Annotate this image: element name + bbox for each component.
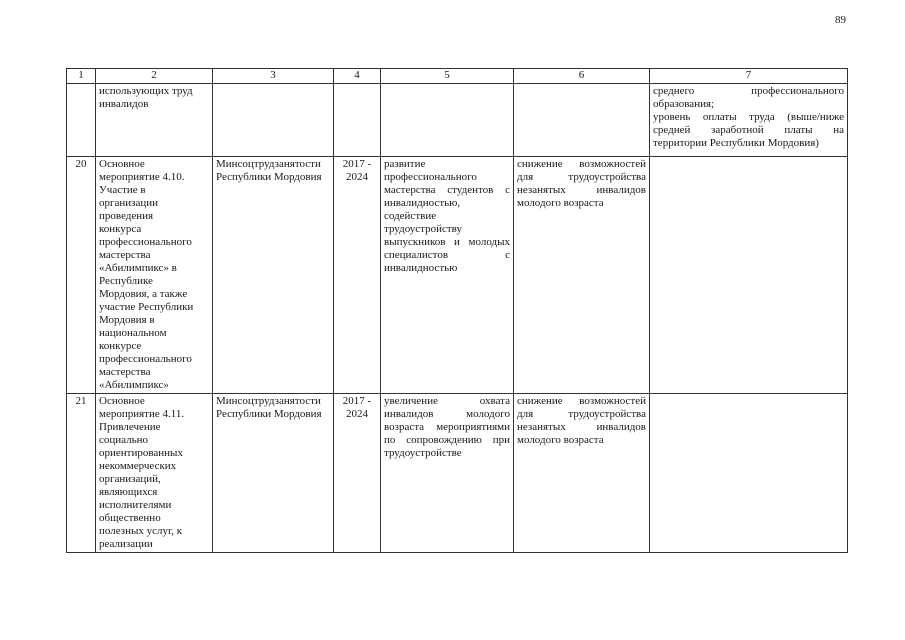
cell-consequence xyxy=(514,84,650,157)
cell-period: 2017 - 2024 xyxy=(334,394,381,553)
col-header-1: 1 xyxy=(67,69,96,84)
cell-executor xyxy=(213,84,334,157)
col-header-2: 2 xyxy=(96,69,213,84)
page-number: 89 xyxy=(835,14,846,26)
table-row-continuation xyxy=(67,84,848,157)
cell-executor: Минсоцтрудзанятости Республики Мордовия xyxy=(213,394,334,553)
cell-period: 2017 - 2024 xyxy=(334,157,381,394)
cell-executor: Минсоцтрудзанятости Республики Мордовия xyxy=(213,157,334,394)
program-table xyxy=(66,68,848,553)
col-header-6: 6 xyxy=(514,69,650,84)
cell-activity: Основное мероприятие 4.10. Участие в организации проведения конкурса профессионального мастерства «Абилимпикс» в Республике Мордовия, а также участие Республики Мордовия в национальном конкурсе профессионального мастерства «Абилимпикс» xyxy=(96,157,213,394)
col-header-4: 4 xyxy=(334,69,381,84)
cell-consequence: снижение возможностей для трудоустройства незанятых инвалидов молодого возраста xyxy=(514,394,650,553)
cell-result: увеличение охвата инвалидов молодого возраста мероприятиями по сопровождению при трудоустройстве xyxy=(381,394,514,553)
header-row xyxy=(67,69,848,84)
col-header-5: 5 xyxy=(381,69,514,84)
cell-result: развитие профессионального мастерства студентов с инвалидностью, содействие трудоустройству выпускников и молодых специалистов с инвалидностью xyxy=(381,157,514,394)
cell-indicator xyxy=(650,394,848,553)
cell-result xyxy=(381,84,514,157)
col-header-7: 7 xyxy=(650,69,848,84)
cell-number xyxy=(67,84,96,157)
cell-period xyxy=(334,84,381,157)
cell-indicator: среднего профессионального образования; уровень оплаты труда (выше/ниже средней заработной платы на территории Республики Мордовия) xyxy=(650,84,848,157)
cell-activity: Основное мероприятие 4.11. Привлечение социально ориентированных некоммерческих организаций, являющихся исполнителями общественно полезных услуг, к реализации xyxy=(96,394,213,553)
cell-number: 20 xyxy=(67,157,96,394)
cell-activity: использующих труд инвалидов xyxy=(96,84,213,157)
table-row-20 xyxy=(67,157,848,394)
cell-number: 21 xyxy=(67,394,96,553)
cell-consequence: снижение возможностей для трудоустройства незанятых инвалидов молодого возраста xyxy=(514,157,650,394)
col-header-3: 3 xyxy=(213,69,334,84)
table-row-21 xyxy=(67,394,848,553)
cell-indicator xyxy=(650,157,848,394)
